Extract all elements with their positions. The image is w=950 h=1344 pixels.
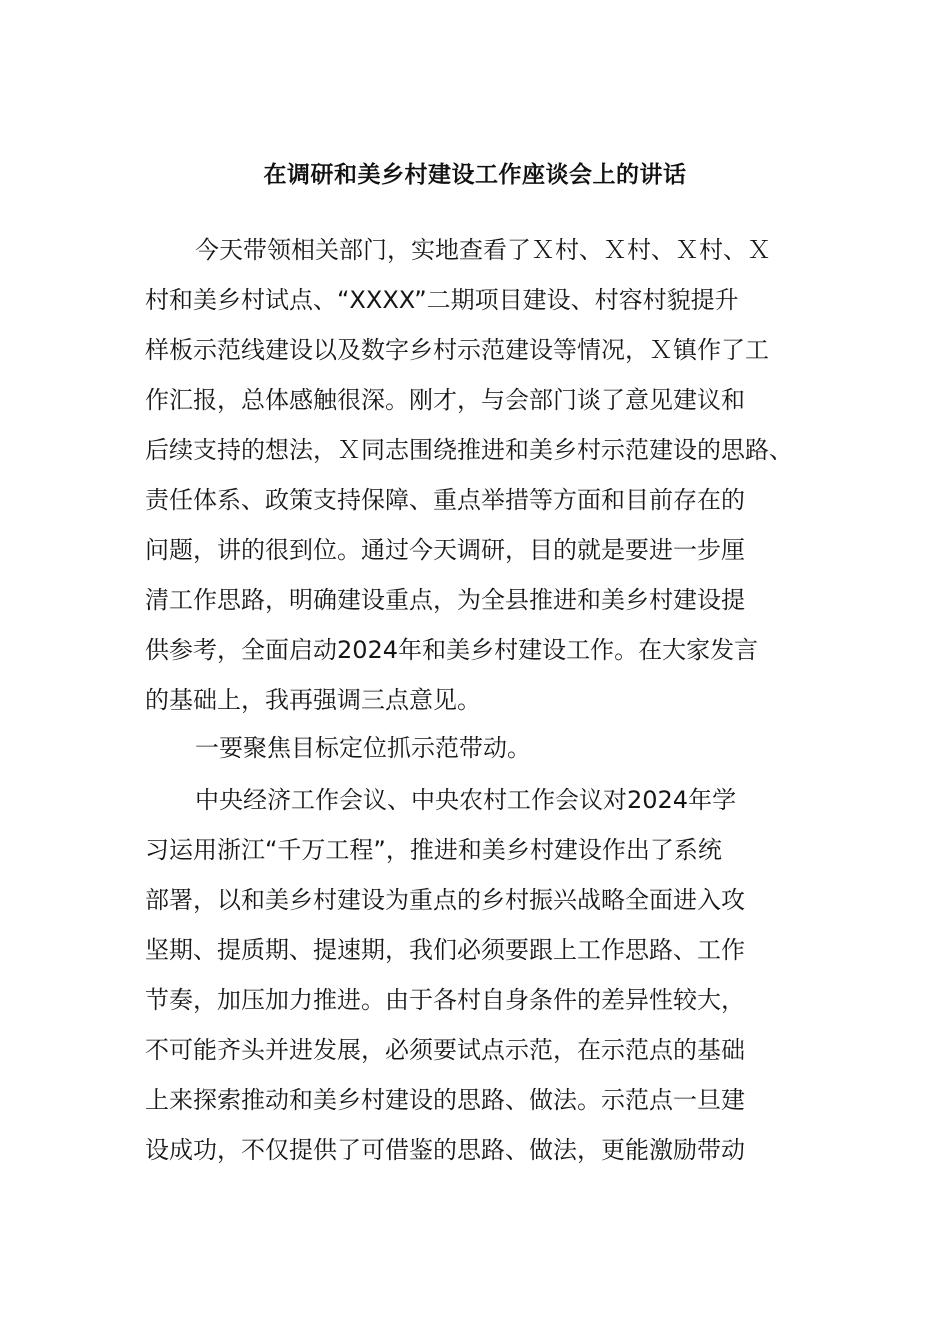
- paragraph-1-line-2: 村和美乡村试点、“XXXX”二期项目建设、村容村貌提升: [145, 286, 739, 314]
- document-title: 在调研和美乡村建设工作座谈会上的讲话: [263, 162, 687, 188]
- paragraph-3-line-8: 设成功，不仅提供了可借鉴的思路、做法，更能激励带动: [145, 1136, 745, 1164]
- paragraph-1-line-3: 样板示范线建设以及数字乡村示范建设等情况，Ｘ镇作了工: [145, 336, 769, 364]
- paragraph-3-line-7: 上来探索推动和美乡村建设的思路、做法。示范点一旦建: [145, 1086, 745, 1114]
- section-heading-1: 一要聚焦目标定位抓示范带动。: [195, 734, 531, 762]
- paragraph-1-line-4: 作汇报，总体感触很深。刚才，与会部门谈了意见建议和: [145, 386, 745, 414]
- paragraph-1-line-6: 责任体系、政策支持保障、重点举措等方面和目前存在的: [145, 486, 745, 514]
- paragraph-3-line-2: 习运用浙江“千万工程”，推进和美乡村建设作出了系统: [145, 836, 722, 864]
- paragraph-3-line-1: 中央经济工作会议、中央农村工作会议对2024年学: [195, 786, 737, 814]
- paragraph-1-line-8: 清工作思路，明确建设重点，为全县推进和美乡村建设提: [145, 586, 745, 614]
- paragraph-1-line-7: 问题，讲的很到位。通过今天调研，目的就是要进一步厘: [145, 536, 745, 564]
- paragraph-3-line-6: 不可能齐头并进发展，必须要试点示范，在示范点的基础: [145, 1036, 745, 1064]
- paragraph-1-line-10: 的基础上，我再强调三点意见。: [145, 686, 481, 714]
- paragraph-3-line-3: 部署，以和美乡村建设为重点的乡村振兴战略全面进入攻: [145, 886, 745, 914]
- paragraph-1-line-5: 后续支持的想法，Ｘ同志围绕推进和美乡村示范建设的思路、: [145, 436, 793, 464]
- paragraph-1-line-1: 今天带领相关部门，实地查看了Ｘ村、Ｘ村、Ｘ村、Ｘ: [195, 236, 771, 264]
- paragraph-1-line-9: 供参考，全面启动2024年和美乡村建设工作。在大家发言: [145, 636, 759, 664]
- paragraph-3-line-5: 节奏，加压加力推进。由于各村自身条件的差异性较大，: [145, 986, 745, 1014]
- paragraph-3-line-4: 坚期、提质期、提速期，我们必须要跟上工作思路、工作: [145, 936, 745, 964]
